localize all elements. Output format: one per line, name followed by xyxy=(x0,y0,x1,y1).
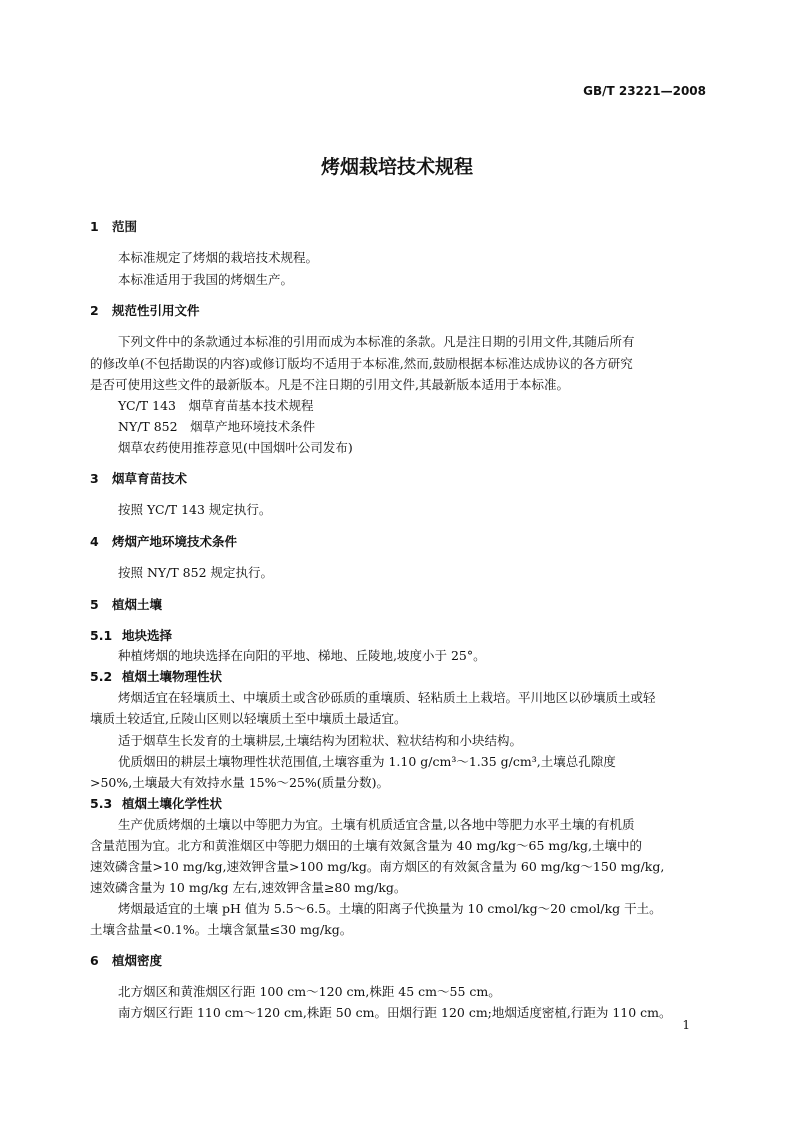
section-number: 3 xyxy=(90,471,99,486)
subsection-title: 植烟土壤化学性状 xyxy=(122,796,223,811)
section-4-heading xyxy=(90,532,237,550)
paragraph: 种植烤烟的地块选择在向阳的平地、梯地、丘陵地,坡度小于 25°。 xyxy=(118,648,486,663)
paragraph: 按照 YC/T 143 规定执行。 xyxy=(118,502,272,517)
section-3-heading xyxy=(90,469,187,487)
normative-reference: NY/T 852 烟草产地环境技术条件 xyxy=(118,419,316,434)
subsection-number: 5.2 xyxy=(90,669,113,684)
subsection-number: 5.3 xyxy=(90,796,113,811)
section-number: 6 xyxy=(90,953,99,968)
section-number: 5 xyxy=(90,597,99,612)
paragraph-line: 下列文件中的条款通过本标准的引用而成为本标准的条款。凡是注日期的引用文件,其随后所有 xyxy=(118,334,635,349)
paragraph-line: 含量范围为宜。北方和黄淮烟区中等肥力烟田的土壤有效氮含量为 40 mg/kg～65 mg/kg,土壤中的 xyxy=(90,838,642,853)
paragraph-line: 优质烟田的耕层土壤物理性状范围值,土壤容重为 1.10 g/cm³～1.35 g/cm³,土壤总孔隙度 xyxy=(118,754,616,769)
paragraph-line: 的修改单(不包括勘误的内容)或修订版均不适用于本标准,然而,鼓励根据本标准达成协议的各方研究 xyxy=(90,356,633,371)
subsection-title: 植烟土壤物理性状 xyxy=(122,669,223,684)
section-5-heading xyxy=(90,595,162,613)
section-title: 烟草育苗技术 xyxy=(112,471,188,486)
subsection-5-1-heading xyxy=(90,626,172,644)
paragraph: 本标准适用于我国的烤烟生产。 xyxy=(118,272,294,287)
section-number: 1 xyxy=(90,219,99,234)
section-6-heading xyxy=(90,951,162,969)
section-2-heading xyxy=(90,301,200,319)
normative-reference: 烟草农药使用推荐意见(中国烟叶公司发布) xyxy=(118,440,353,455)
section-number: 4 xyxy=(90,534,99,549)
subsection-5-2-heading xyxy=(90,667,222,685)
paragraph: 按照 NY/T 852 规定执行。 xyxy=(118,565,274,580)
section-title: 范围 xyxy=(112,219,138,234)
paragraph-line: 速效磷含量为 10 mg/kg 左右,速效钾含量≥80 mg/kg。 xyxy=(90,880,407,895)
subsection-title: 地块选择 xyxy=(122,628,173,643)
standard-number: GB/T 23221—2008 xyxy=(583,84,706,98)
document-title: 烤烟栽培技术规程 xyxy=(320,156,473,178)
paragraph-line: 生产优质烤烟的土壤以中等肥力为宜。土壤有机质适宜含量,以各地中等肥力水平土壤的有机质 xyxy=(118,817,635,832)
paragraph-line: 南方烟区行距 110 cm～120 cm,株距 50 cm。田烟行距 120 cm;地烟适度密植,行距为 110 cm。 xyxy=(118,1005,672,1020)
section-title: 规范性引用文件 xyxy=(112,303,200,318)
paragraph-line: 北方烟区和黄淮烟区行距 100 cm～120 cm,株距 45 cm～55 cm。 xyxy=(118,984,501,999)
page-number: 1 xyxy=(682,1018,690,1032)
section-1-heading xyxy=(90,217,137,235)
paragraph-line: 壤质土较适宜,丘陵山区则以轻壤质土至中壤质土最适宜。 xyxy=(90,711,407,726)
paragraph: 本标准规定了烤烟的栽培技术规程。 xyxy=(118,250,319,265)
paragraph-line: >50%,土壤最大有效持水量 15%～25%(质量分数)。 xyxy=(90,775,390,790)
paragraph-line: 土壤含盐量<0.1%。土壤含氯量≤30 mg/kg。 xyxy=(90,922,353,937)
subsection-5-3-heading xyxy=(90,794,222,812)
paragraph-line: 烤烟最适宜的土壤 pH 值为 5.5～6.5。土壤的阳离子代换量为 10 cmol/kg～20 cmol/kg 干土。 xyxy=(118,901,662,916)
paragraph-line: 是否可使用这些文件的最新版本。凡是不注日期的引用文件,其最新版本适用于本标准。 xyxy=(90,377,569,392)
section-title: 植烟土壤 xyxy=(112,597,163,612)
paragraph-line: 烤烟适宜在轻壤质土、中壤质土或含砂砾质的重壤质、轻粘质土上栽培。平川地区以砂壤质土或轻 xyxy=(118,690,656,705)
normative-reference: YC/T 143 烟草育苗基本技术规程 xyxy=(118,398,314,413)
paragraph-line: 适于烟草生长发育的土壤耕层,土壤结构为团粒状、粒状结构和小块结构。 xyxy=(118,733,522,748)
section-number: 2 xyxy=(90,303,99,318)
section-title: 烤烟产地环境技术条件 xyxy=(112,534,238,549)
section-title: 植烟密度 xyxy=(112,953,163,968)
paragraph-line: 速效磷含量>10 mg/kg,速效钾含量>100 mg/kg。南方烟区的有效氮含量为 60 mg/kg～150 mg/kg, xyxy=(90,859,665,874)
subsection-number: 5.1 xyxy=(90,628,113,643)
